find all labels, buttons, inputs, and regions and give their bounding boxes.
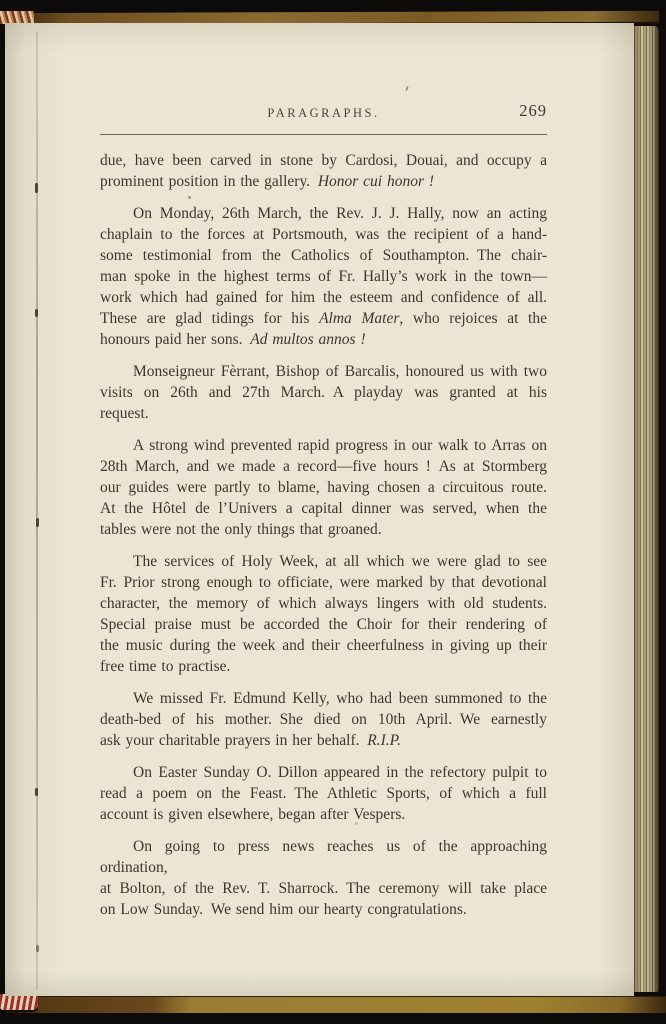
text-segment: death-bed of his mother. She died on 10th April. We earnestly	[100, 711, 547, 728]
text-line	[100, 403, 547, 424]
text-line	[100, 899, 547, 920]
text-line	[100, 688, 547, 709]
text-segment: Fr. Prior strong enough to officiate, were marked by that devotional	[100, 574, 547, 591]
fore-edge-pages	[634, 26, 659, 992]
header-rule	[100, 134, 547, 135]
italic-text-segment: R.I.P.	[367, 732, 401, 749]
italic-text-segment: Honor cui honor !	[317, 173, 435, 190]
text-segment: Special praise must be accorded the Choir for their rendering of	[100, 616, 547, 633]
text-line	[100, 519, 547, 540]
text-line	[100, 456, 547, 477]
scan-artifact	[405, 86, 409, 91]
text-line	[100, 203, 547, 224]
text-segment: honours paid her sons.	[100, 331, 251, 348]
scan-artifact	[36, 945, 39, 952]
paragraph	[100, 150, 547, 192]
text-line	[100, 287, 547, 308]
text-line	[100, 171, 547, 192]
text-segment: A strong wind prevented rapid progress in our walk to Arras on	[133, 437, 547, 454]
scan-artifact	[35, 788, 38, 796]
text-segment: , who rejoices at the	[399, 310, 547, 327]
text-line	[100, 245, 547, 266]
text-line	[100, 656, 547, 677]
text-line	[100, 382, 547, 403]
text-segment: visits on 26th and 27th March. A playday was granted at his	[100, 384, 547, 401]
text-segment: Monseigneur Fèrrant, Bishop of Barcalis, honoured us with two	[133, 363, 547, 380]
text-segment: On going to press news reaches us of the approaching ordination,	[100, 838, 547, 876]
paragraph	[100, 836, 547, 920]
text-line	[100, 836, 547, 878]
text-line	[100, 361, 547, 382]
text-segment: tables were not the only things that groaned.	[100, 521, 382, 538]
paragraph	[100, 361, 547, 424]
scan-artifact	[35, 183, 38, 193]
text-segment: at Bolton, of the Rev. T. Sharrock. The ceremony will take place	[100, 880, 547, 897]
text-segment: request.	[100, 405, 149, 422]
running-header: PARAGRAPHS.	[267, 106, 380, 120]
text-segment: on Low Sunday. We send him our hearty congratulations.	[100, 901, 467, 918]
text-segment: On Easter Sunday O. Dillon appeared in the refectory pulpit to	[133, 764, 547, 781]
text-segment: free time to practise.	[100, 658, 231, 675]
text-segment: account is given elsewhere, began after Vespers.	[100, 806, 406, 823]
text-line	[100, 709, 547, 730]
headband-bottom	[0, 994, 38, 1010]
text-segment: 28th March, and we made a record—five hours ! As at Stormberg	[100, 458, 547, 475]
page-header	[100, 101, 547, 122]
text-line	[100, 614, 547, 635]
text-line	[100, 498, 547, 519]
text-line	[100, 593, 547, 614]
text-segment: our guides were partly to blame, having chosen a circuitous route.	[100, 479, 547, 496]
scan-artifact	[35, 309, 38, 317]
gutter-crease	[36, 31, 38, 990]
page-text	[100, 150, 547, 920]
scan-artifact	[36, 518, 39, 527]
paragraph	[100, 435, 547, 540]
text-line	[100, 308, 547, 329]
text-segment: due, have been carved in stone by Cardosi, Douai, and occupy a	[100, 152, 547, 169]
text-line	[100, 435, 547, 456]
text-segment: The services of Holy Week, at all which we were glad to see	[133, 553, 547, 570]
text-line	[100, 551, 547, 572]
paragraph	[100, 203, 547, 350]
text-segment: On Monday, 26th March, the Rev. J. J. Hally, now an acting	[133, 205, 547, 222]
text-line	[100, 804, 547, 825]
text-segment: character, the memory of which always lingers with old students.	[100, 595, 547, 612]
text-segment: chaplain to the forces at Portsmouth, was the recipient of a hand-	[100, 226, 547, 243]
text-segment: These are glad tidings for his	[100, 310, 320, 327]
text-line	[100, 477, 547, 498]
text-segment: work which had gained for him the esteem and confidence of all.	[100, 289, 547, 306]
italic-text-segment: Ad multos annos !	[250, 331, 366, 348]
page-number: 269	[519, 101, 547, 120]
text-segment: the music during the week and their cheerfulness in giving up their	[100, 637, 547, 654]
text-segment: read a poem on the Feast. The Athletic Sports, of which a full	[100, 785, 547, 802]
italic-text-segment: Alma Mater	[319, 310, 400, 327]
paragraph	[100, 688, 547, 751]
book-page	[5, 23, 634, 996]
text-line	[100, 783, 547, 804]
text-line	[100, 150, 547, 171]
text-line	[100, 762, 547, 783]
text-segment: prominent position in the gallery.	[100, 173, 318, 190]
text-segment: ask your charitable prayers in her behalf.	[100, 732, 368, 749]
text-line	[100, 266, 547, 287]
text-line	[100, 730, 547, 751]
text-line	[100, 224, 547, 245]
text-segment: We missed Fr. Edmund Kelly, who had been summoned to the	[133, 690, 547, 707]
paragraph	[100, 551, 547, 677]
text-line	[100, 572, 547, 593]
paragraph	[100, 762, 547, 825]
page-content	[100, 101, 547, 931]
text-segment: At the Hôtel de l’Univers a capital dinner was served, when the	[100, 500, 547, 517]
text-line	[100, 329, 547, 350]
text-segment: some testimonial from the Catholics of Southampton. The chair-	[100, 247, 547, 264]
text-line	[100, 635, 547, 656]
book-bottom-edge	[8, 996, 666, 1013]
text-line	[100, 878, 547, 899]
text-segment: man spoke in the highest terms of Fr. Hally’s work in the town—	[100, 268, 547, 285]
